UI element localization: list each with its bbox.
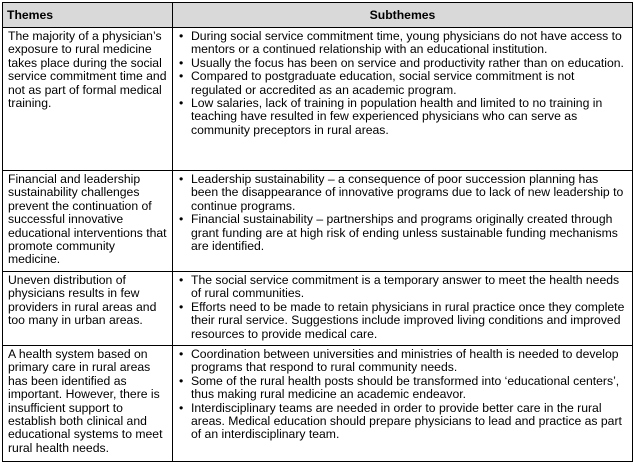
- subthemes-cell: [173, 28, 633, 171]
- subthemes-cell: [173, 272, 633, 346]
- subtheme-item: • Low salaries, lack of training in population health and limited to no training in teaching have resulted in few experienced physicians who can serve as community preceptors in rural areas.: [178, 97, 628, 137]
- theme-cell: A health system based on primary care in rural areas has been identified as important. However, there is insufficient support to establish both clinical and educational systems to meet rural health needs.: [3, 346, 173, 462]
- table-row: [3, 28, 633, 171]
- subtheme-item: • During social service commitment time, young physicians do not have access to mentors or a continued relationship with an educational institution.: [178, 30, 628, 57]
- subtheme-list: [178, 348, 628, 442]
- subtheme-item: • Compared to postgraduate education, social service commitment is not regulated or accredited as an academic program.: [178, 70, 628, 97]
- subtheme-list: [178, 173, 628, 253]
- header-themes: Themes: [3, 3, 173, 28]
- subtheme-list: [178, 274, 628, 341]
- theme-cell: Uneven distribution of physicians results in few providers in rural areas and too many in urban areas.: [3, 272, 173, 346]
- subtheme-item: • Efforts need to be made to retain physicians in rural practice once they complete their rural service. Suggestions include improved living conditions and improved resources to provide medical care.: [178, 301, 628, 341]
- subthemes-cell: [173, 346, 633, 462]
- subtheme-item: • Some of the rural health posts should be transformed into ‘educational centers’, thus making rural medicine an academic endeavor.: [178, 375, 628, 402]
- theme-cell: The majority of a physician’s exposure to rural medicine takes place during the social service commitment time and not as part of formal medical training.: [3, 28, 173, 171]
- table-row: [3, 272, 633, 346]
- header-row: [3, 3, 633, 28]
- subtheme-item: • The social service commitment is a temporary answer to meet the health needs of rural communities.: [178, 274, 628, 301]
- subtheme-item: • Coordination between universities and ministries of health is needed to develop programs that respond to rural community needs.: [178, 348, 628, 375]
- subtheme-item: • Financial sustainability – partnerships and programs originally created through grant funding are at high risk of ending unless sustainable funding mechanisms are identified.: [178, 213, 628, 253]
- header-subthemes: Subthemes: [173, 3, 633, 28]
- subtheme-item: • Leadership sustainability – a consequence of poor succession planning has been the disappearance of innovative programs due to lack of new leadership to continue programs.: [178, 173, 628, 213]
- subtheme-list: [178, 30, 628, 137]
- theme-cell: Financial and leadership sustainability challenges prevent the continuation of successful innovative educational interventions that promote community medicine.: [3, 171, 173, 272]
- table-row: [3, 346, 633, 462]
- themes-table: [2, 2, 633, 462]
- subtheme-item: • Interdisciplinary teams are needed in order to provide better care in the rural areas. Medical education should prepare physicians to lead and practice as part of an interdisciplinary team.: [178, 402, 628, 442]
- subtheme-item: • Usually the focus has been on service and productivity rather than on education.: [178, 57, 628, 70]
- table-row: [3, 171, 633, 272]
- subthemes-cell: [173, 171, 633, 272]
